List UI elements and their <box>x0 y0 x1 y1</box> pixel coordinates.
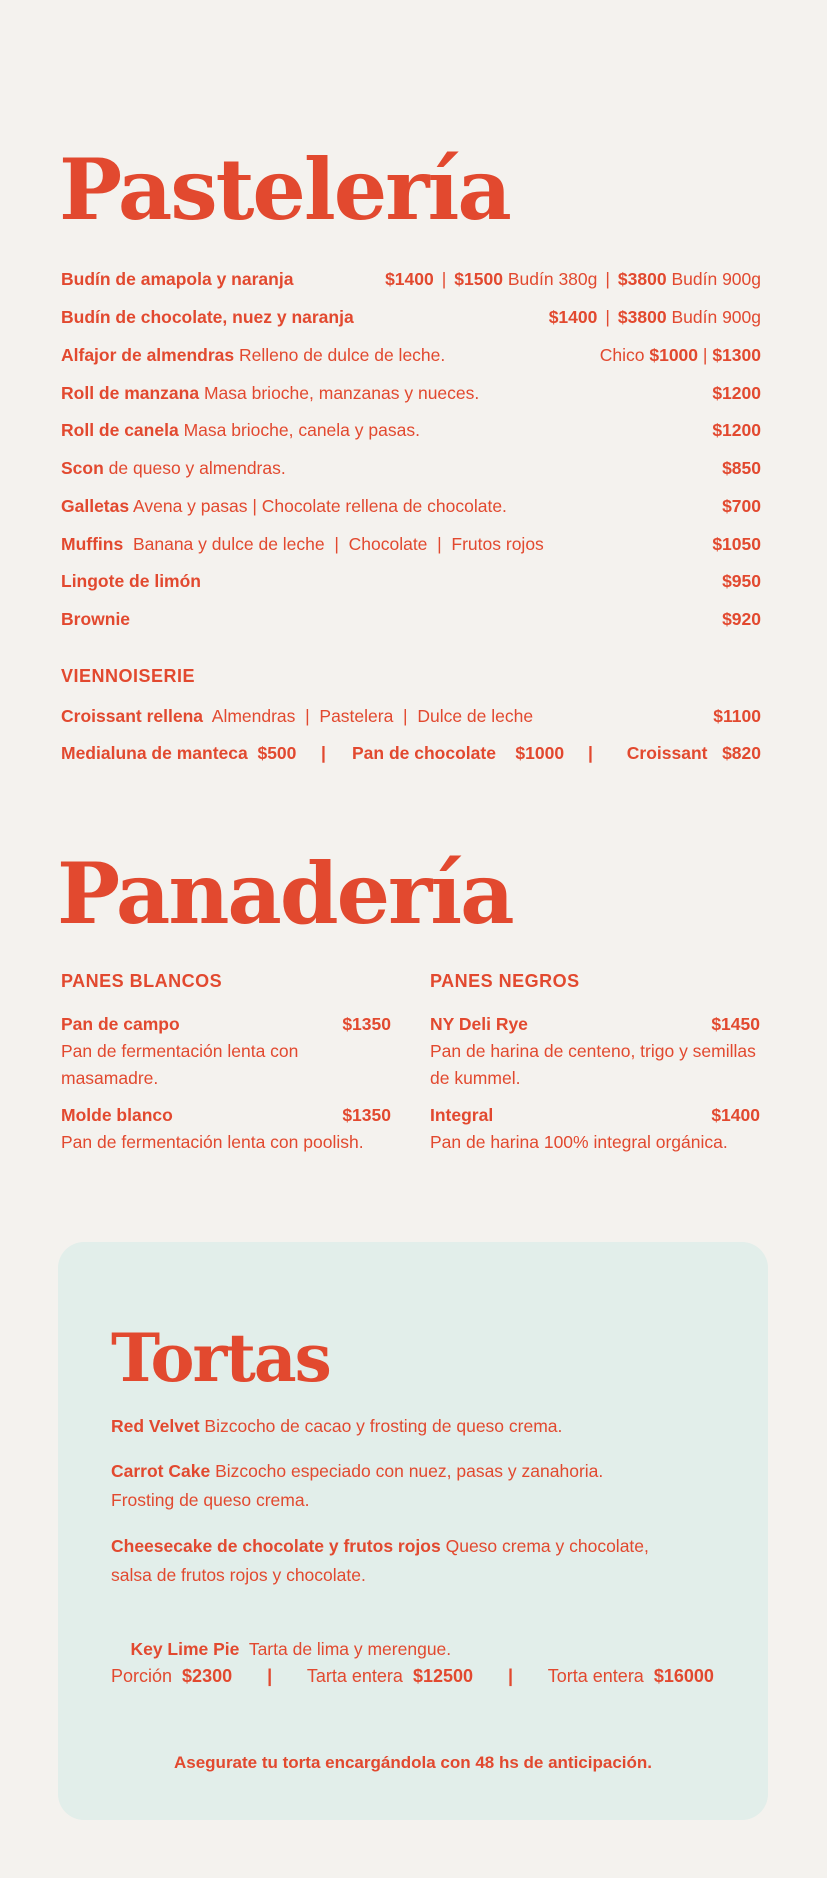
separator: | <box>605 307 610 327</box>
tortas-prices <box>111 1666 714 1687</box>
item-price: $1400 <box>385 269 434 289</box>
item-name: Alfajor de almendras <box>61 345 235 365</box>
item-desc: Relleno de dulce de leche. <box>239 345 446 365</box>
item-price: $1350 <box>342 1105 391 1125</box>
item-name: Scon <box>61 458 104 478</box>
item-desc: Banana y dulce de leche | Chocolate | Frutos rojos <box>132 534 544 554</box>
list-item <box>111 1532 681 1590</box>
item-price: $920 <box>722 609 761 629</box>
item-name: Brownie <box>61 609 131 629</box>
separator: | <box>267 1666 273 1686</box>
price-note: Chico <box>599 345 645 365</box>
price-label: Porción <box>111 1666 173 1686</box>
item-desc: Bizcocho especiado con nuez, pasas y zanahoria. Frosting de queso crema. <box>111 1461 604 1510</box>
item-price: $1200 <box>712 383 761 403</box>
item-desc: Masa brioche, manzanas y nueces. <box>203 383 480 403</box>
item-name: Cheesecake de chocolate y frutos rojos <box>111 1536 441 1556</box>
item-name: Roll de manzana <box>61 383 200 403</box>
list-item <box>61 1011 391 1092</box>
item-price: $1400 <box>548 307 598 327</box>
item-name: Key Lime Pie <box>130 1639 240 1659</box>
item-name: Medialuna de manteca <box>61 743 248 763</box>
item-desc: Almendras | Pastelera | Dulce de leche <box>211 706 534 726</box>
price-note: Budín 900g <box>671 307 761 327</box>
list-item <box>430 1011 760 1092</box>
item-name: Molde blanco <box>61 1105 173 1125</box>
item-price: $950 <box>722 571 761 591</box>
item-name: Integral <box>430 1105 494 1125</box>
price-label: Torta entera <box>547 1666 644 1686</box>
item-price: $1400 <box>711 1105 760 1125</box>
separator: | <box>605 269 610 289</box>
item-price: $1000 <box>515 743 565 763</box>
item-price: $16000 <box>653 1666 714 1686</box>
separator: | <box>508 1666 514 1686</box>
list-item <box>61 1102 391 1156</box>
item-price: $3800 <box>617 269 667 289</box>
item-desc: Queso crema y chocolate, salsa de frutos rojos y chocolate. <box>111 1536 649 1585</box>
item-name: Roll de canela <box>61 420 179 440</box>
item-price: $2300 <box>182 1666 233 1686</box>
item-price: $700 <box>722 496 761 516</box>
pasteleria-title: Pastelería <box>59 140 510 239</box>
item-desc: Avena y pasas | Chocolate rellena de chocolate. <box>133 496 507 516</box>
panaderia-title: Panadería <box>57 844 513 943</box>
viennoiserie-heading: VIENNOISERIE <box>61 666 196 686</box>
item-desc: Bizcocho de cacao y frosting de queso crema. <box>204 1416 563 1436</box>
item-name: NY Deli Rye <box>430 1014 528 1034</box>
separator: | <box>441 269 447 289</box>
item-name: Muffins <box>61 534 124 554</box>
panes-blancos-heading: PANES BLANCOS <box>61 971 223 991</box>
price-note: Budín 900g <box>671 269 761 289</box>
item-price: $1450 <box>711 1014 760 1034</box>
item-price: $850 <box>722 458 761 478</box>
item-price: $12500 <box>412 1666 474 1686</box>
tortas-card <box>58 1242 768 1820</box>
item-name: Croissant rellena <box>61 706 203 726</box>
item-name: Red Velvet <box>111 1416 200 1436</box>
item-price: $1000 <box>649 345 699 365</box>
list-item <box>430 1102 760 1156</box>
item-name: Carrot Cake <box>111 1461 211 1481</box>
item-name: Pan de campo <box>61 1014 180 1034</box>
separator: | <box>702 345 708 365</box>
item-name: Pan de chocolate <box>352 743 496 763</box>
item-price: $3800 <box>617 307 667 327</box>
item-desc: Pan de fermentación lenta con poolish. <box>61 1132 364 1152</box>
item-price: $1500 <box>454 269 503 289</box>
item-price: $500 <box>257 743 297 763</box>
item-name: Budín de chocolate, nuez y naranja <box>61 307 354 327</box>
price-note: Budín 380g <box>507 269 598 289</box>
item-price: $1100 <box>713 706 761 726</box>
item-price: $1200 <box>712 420 761 440</box>
item-name: Budín de amapola y naranja <box>61 269 294 289</box>
price-label: Tarta entera <box>306 1666 403 1686</box>
item-desc: Pan de harina 100% integral orgánica. <box>430 1132 728 1152</box>
item-desc: Pan de fermentación lenta con masamadre. <box>61 1041 299 1088</box>
panes-negros-heading: PANES NEGROS <box>430 971 580 991</box>
separator: | <box>588 743 593 763</box>
separator: | <box>321 743 326 763</box>
item-name: Galletas <box>61 496 130 516</box>
item-desc: Tarta de lima y merengue. <box>248 1639 452 1659</box>
item-desc: de queso y almendras. <box>108 458 286 478</box>
tortas-title: Tortas <box>111 1319 330 1397</box>
item-price: $820 <box>722 743 761 763</box>
item-desc: Masa brioche, canela y pasas. <box>183 420 420 440</box>
item-price: $1050 <box>712 534 761 554</box>
list-item <box>111 1457 631 1515</box>
list-item <box>111 1412 711 1441</box>
item-name: Lingote de limón <box>61 571 201 591</box>
item-price: $1350 <box>342 1014 391 1034</box>
item-price: $1300 <box>712 345 761 365</box>
item-name: Croissant <box>626 743 708 763</box>
item-desc: Pan de harina de centeno, trigo y semillas de kummel. <box>430 1041 756 1088</box>
order-note: Asegurate tu torta encargándola con 48 hs de anticipación. <box>173 1753 652 1772</box>
